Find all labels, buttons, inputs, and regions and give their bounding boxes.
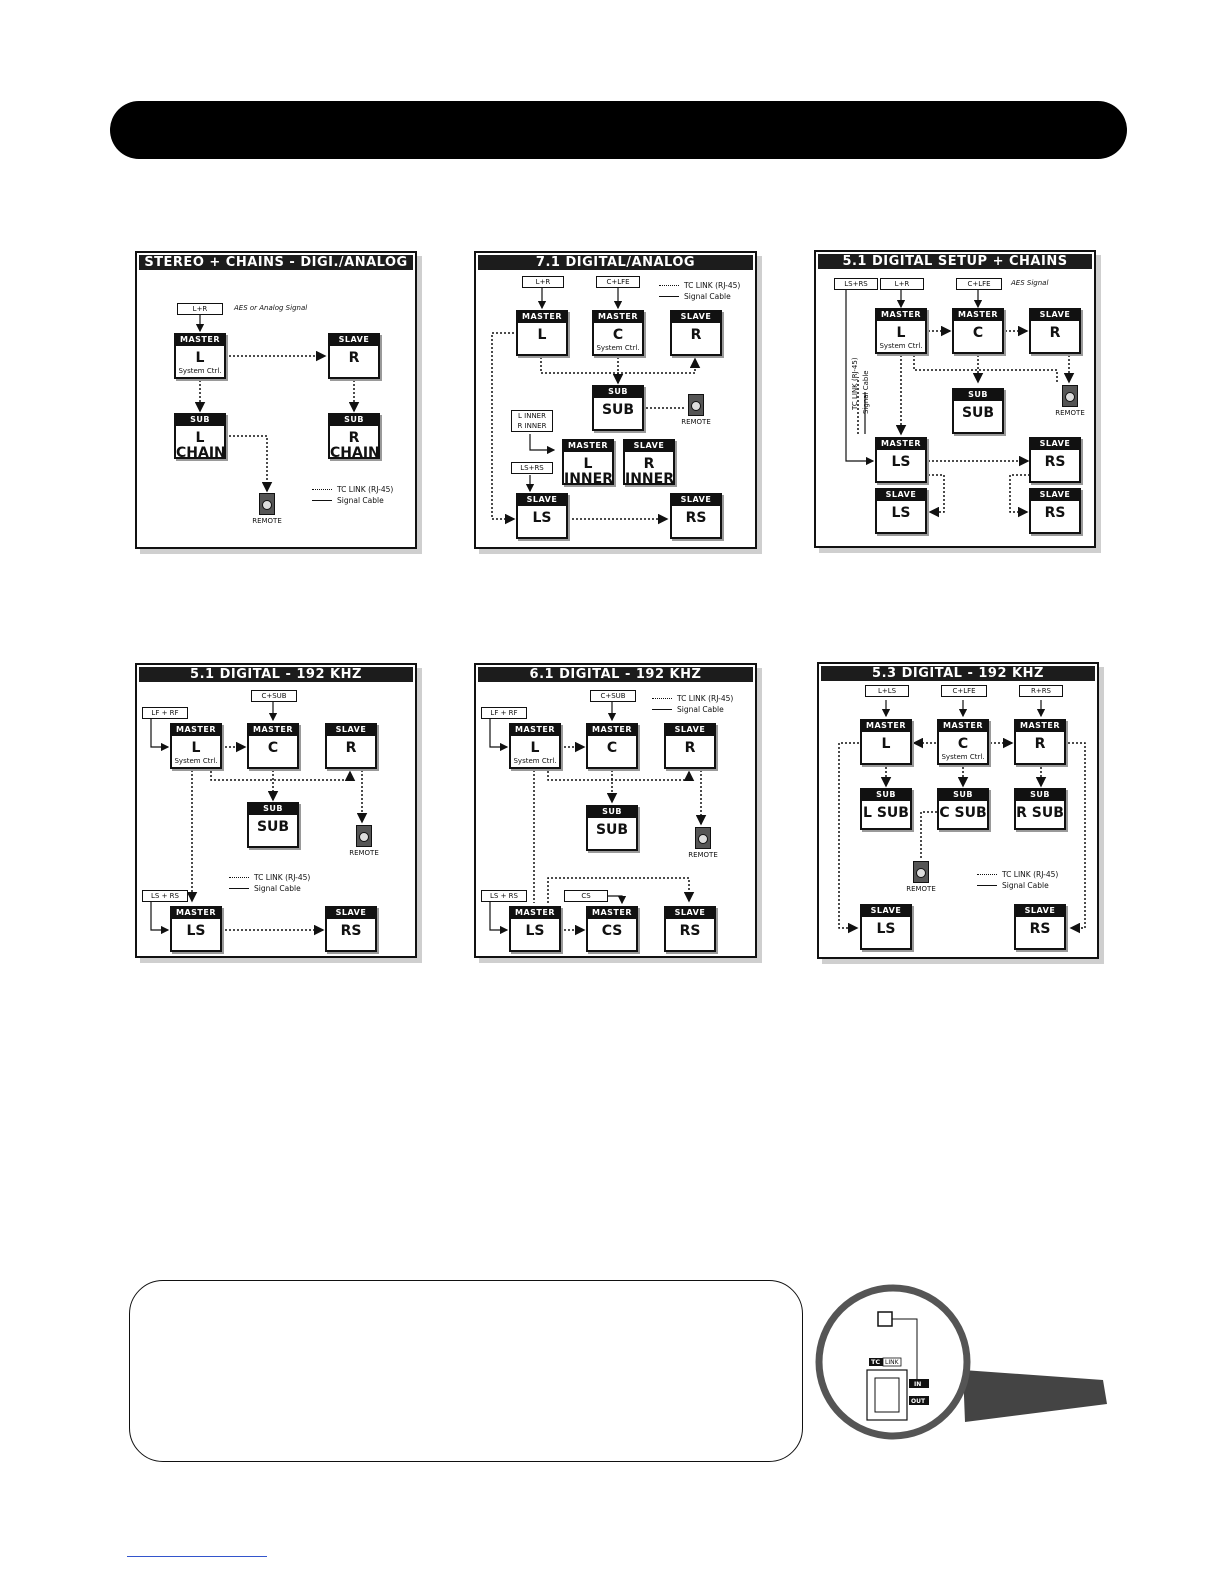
legend-signal-cable: Signal Cable [254, 884, 301, 893]
input-label: C+LFE [956, 278, 1002, 290]
role-badge: SLAVE [623, 439, 675, 452]
legend-tc-link: TC LINK (RJ-45) [1002, 870, 1059, 879]
unit-master-c [952, 308, 1004, 354]
footer-link-underline[interactable] [127, 1556, 267, 1557]
unit-name: L [881, 736, 891, 752]
legend [312, 484, 393, 506]
unit-name: R [690, 327, 702, 343]
role-badge: SUB [328, 413, 380, 426]
role-badge: SUB [860, 788, 912, 801]
role-badge: MASTER [586, 723, 638, 736]
unit-slave-rs [664, 906, 716, 952]
unit-sub-l-chain [174, 413, 226, 459]
role-badge: SUB [952, 388, 1004, 401]
magnifier-tc-label: TC [871, 1358, 881, 1366]
diagram-title: 5.1 DIGITAL SETUP + CHAINS [818, 254, 1092, 269]
role-badge: MASTER [875, 437, 927, 450]
remote-label: REMOTE [1055, 409, 1085, 417]
role-badge: SUB [1014, 788, 1066, 801]
unit-name: R [348, 350, 360, 366]
unit-master-ls [170, 906, 222, 952]
unit-master-l [170, 723, 222, 769]
input-label: C+LFE [941, 685, 987, 697]
input-label: L+R [522, 276, 564, 288]
unit-name: LS [891, 505, 911, 521]
unit-name: L INNER [564, 456, 613, 487]
unit-slave-rs-chain [1029, 488, 1081, 534]
unit-name: R [684, 740, 696, 756]
input-label: C+SUB [590, 690, 636, 702]
unit-name: R CHAIN [330, 430, 380, 461]
unit-name: L [191, 740, 201, 756]
input-label: L+R [177, 303, 223, 315]
unit-name: LS [525, 923, 545, 939]
role-badge: SLAVE [670, 310, 722, 323]
unit-name: C [957, 736, 969, 752]
role-badge: MASTER [952, 308, 1004, 321]
role-badge: SLAVE [664, 906, 716, 919]
remote-icon [244, 493, 290, 525]
unit-master-ls [875, 437, 927, 483]
legend [652, 693, 733, 715]
unit-master-c [937, 719, 989, 765]
remote-icon [898, 861, 944, 893]
role-badge: SLAVE [1029, 308, 1081, 321]
remote-icon [680, 827, 726, 859]
role-badge: MASTER [516, 310, 568, 323]
unit-master-cs [586, 906, 638, 952]
unit-slave-r [325, 723, 377, 769]
input-label: CS [564, 890, 608, 902]
role-badge: MASTER [509, 723, 561, 736]
role-badge: SUB [174, 413, 226, 426]
unit-name: L [537, 327, 547, 343]
magnifier-illustration [815, 1282, 1115, 1442]
system-ctrl-label: System Ctrl. [596, 344, 640, 352]
unit-name: L CHAIN [176, 430, 226, 461]
input-label: L+LS [865, 685, 909, 697]
remote-label: REMOTE [688, 851, 718, 859]
role-badge: SLAVE [664, 723, 716, 736]
unit-slave-r [328, 333, 380, 379]
unit-name: LS [891, 454, 911, 470]
legend-tc-link: TC LINK (RJ-45) [677, 694, 734, 703]
role-badge: SUB [937, 788, 989, 801]
unit-name: RS [1029, 921, 1051, 937]
remote-label: REMOTE [906, 885, 936, 893]
unit-name: LS [186, 923, 206, 939]
unit-master-l [509, 723, 561, 769]
unit-master-c [592, 310, 644, 356]
unit-master-r [1014, 719, 1066, 765]
unit-name: SUB [256, 819, 290, 835]
role-badge: SLAVE [325, 906, 377, 919]
unit-name: R SUB [1016, 805, 1064, 821]
unit-slave-r [1029, 308, 1081, 354]
role-badge: MASTER [247, 723, 299, 736]
input-label: LS + RS [481, 890, 527, 902]
section-header-bar [110, 101, 1127, 159]
role-badge: SLAVE [325, 723, 377, 736]
role-badge: SLAVE [1029, 488, 1081, 501]
remote-icon [673, 394, 719, 426]
unit-name: C [606, 740, 618, 756]
remote-label: REMOTE [349, 849, 379, 857]
unit-name: C [972, 325, 984, 341]
unit-sub [586, 805, 638, 851]
unit-name: CS [601, 923, 623, 939]
role-badge: SLAVE [328, 333, 380, 346]
input-label: R+RS [1019, 685, 1063, 697]
legend [977, 869, 1058, 891]
role-badge: MASTER [860, 719, 912, 732]
unit-name: RS [679, 923, 701, 939]
input-label: L INNER R INNER [511, 410, 553, 432]
unit-slave-rs [670, 493, 722, 539]
unit-name: RS [340, 923, 362, 939]
diagram-6-1-digital-192khz [474, 663, 757, 958]
unit-master-c [247, 723, 299, 769]
unit-name: L [530, 740, 540, 756]
diagram-title: 7.1 DIGITAL/ANALOG [478, 255, 753, 270]
unit-name: L SUB [863, 805, 909, 821]
remote-icon [341, 825, 387, 857]
input-label: L+R [880, 278, 924, 290]
legend-signal-cable: Signal Cable [677, 705, 724, 714]
magnifier-in-label: IN [914, 1381, 922, 1388]
signal-note: AES or Analog Signal [234, 304, 308, 312]
magnifier-link-label: LINK [885, 1359, 899, 1366]
legend [229, 872, 310, 894]
unit-name: L [195, 350, 205, 366]
role-badge: SLAVE [1014, 904, 1066, 917]
unit-sub-r-chain [328, 413, 380, 459]
unit-slave-rs [325, 906, 377, 952]
diagram-title: 5.1 DIGITAL - 192 KHZ [139, 667, 413, 682]
diagram-stereo-chains [135, 251, 417, 549]
unit-name: R [1034, 736, 1046, 752]
diagram-7-1-digital-analog [474, 251, 757, 549]
role-badge: SLAVE [875, 488, 927, 501]
unit-name: C SUB [939, 805, 987, 821]
unit-sub-r [1014, 788, 1066, 830]
legend-tc-link: TC LINK (RJ-45) [684, 281, 741, 290]
diagram-title: 5.3 DIGITAL - 192 KHZ [821, 666, 1095, 681]
diagram-5-3-digital-192khz [817, 662, 1099, 959]
remote-icon [1047, 385, 1093, 417]
system-ctrl-label: System Ctrl. [879, 342, 923, 350]
unit-name: RS [685, 510, 707, 526]
input-label: LS + RS [142, 890, 188, 902]
role-badge: SUB [247, 802, 299, 815]
unit-name: L [896, 325, 906, 341]
role-badge: SLAVE [1029, 437, 1081, 450]
diagram-title: STEREO + CHAINS - DIGI./ANALOG [139, 255, 413, 270]
unit-slave-rs [1029, 437, 1081, 483]
system-ctrl-label: System Ctrl. [941, 753, 985, 761]
signal-note: AES Signal [1011, 279, 1049, 287]
unit-name: R [345, 740, 357, 756]
unit-sub-c [937, 788, 989, 830]
role-badge: MASTER [170, 906, 222, 919]
unit-sub [247, 802, 299, 848]
unit-master-l [174, 333, 226, 379]
unit-sub [952, 388, 1004, 434]
input-label: C+LFE [596, 276, 640, 288]
unit-master-l [516, 310, 568, 356]
legend-signal-cable: Signal Cable [337, 496, 384, 505]
role-badge: MASTER [592, 310, 644, 323]
system-ctrl-label: System Ctrl. [174, 757, 218, 765]
role-badge: MASTER [562, 439, 614, 452]
unit-sub-l [860, 788, 912, 830]
diagram-5-1-digital-setup-chains [814, 250, 1096, 548]
remote-label: REMOTE [681, 418, 711, 426]
diagram-5-1-digital-192khz [135, 663, 417, 958]
unit-name: LS [532, 510, 552, 526]
input-label: LF + RF [481, 707, 527, 719]
unit-slave-rs [1014, 904, 1066, 950]
input-label: C+SUB [251, 690, 297, 702]
role-badge: SLAVE [860, 904, 912, 917]
role-badge: MASTER [170, 723, 222, 736]
unit-sub [592, 385, 644, 431]
magnifier-graphic [815, 1282, 1115, 1442]
unit-master-ls [509, 906, 561, 952]
unit-master-l-inner [562, 439, 614, 485]
role-badge: MASTER [509, 906, 561, 919]
unit-master-l [860, 719, 912, 765]
diagram-title: 6.1 DIGITAL - 192 KHZ [478, 667, 753, 682]
unit-slave-r [664, 723, 716, 769]
remote-label: REMOTE [252, 517, 282, 525]
role-badge: SLAVE [516, 493, 568, 506]
unit-name: LS [876, 921, 896, 937]
unit-name: R INNER [625, 456, 674, 487]
info-box [129, 1280, 803, 1462]
unit-name: RS [1044, 454, 1066, 470]
unit-name: SUB [961, 405, 995, 421]
role-badge: MASTER [937, 719, 989, 732]
system-ctrl-label: System Ctrl. [178, 367, 222, 375]
system-ctrl-label: System Ctrl. [513, 757, 557, 765]
vertical-legend-signal-cable: Signal Cable [862, 370, 870, 414]
unit-slave-r-inner [623, 439, 675, 485]
unit-slave-ls-chain [875, 488, 927, 534]
magnifier-out-label: OUT [911, 1398, 926, 1405]
unit-name: SUB [595, 822, 629, 838]
unit-slave-r [670, 310, 722, 356]
unit-slave-ls [516, 493, 568, 539]
unit-master-c [586, 723, 638, 769]
input-label: LS+RS [834, 278, 878, 290]
input-label: LS+RS [511, 462, 553, 474]
unit-name: SUB [601, 402, 635, 418]
role-badge: SUB [592, 385, 644, 398]
vertical-legend-tc-link: TC LINK (RJ-45) [851, 357, 859, 410]
legend [659, 280, 740, 302]
legend-signal-cable: Signal Cable [684, 292, 731, 301]
legend-signal-cable: Signal Cable [1002, 881, 1049, 890]
unit-name: C [612, 327, 624, 343]
role-badge: MASTER [1014, 719, 1066, 732]
role-badge: MASTER [174, 333, 226, 346]
legend-tc-link: TC LINK (RJ-45) [254, 873, 311, 882]
input-label: LF + RF [142, 707, 188, 719]
unit-slave-ls [860, 904, 912, 950]
role-badge: SUB [586, 805, 638, 818]
role-badge: MASTER [875, 308, 927, 321]
unit-name: C [267, 740, 279, 756]
unit-name: RS [1044, 505, 1066, 521]
unit-master-l [875, 308, 927, 354]
unit-name: R [1049, 325, 1061, 341]
role-badge: MASTER [586, 906, 638, 919]
legend-tc-link: TC LINK (RJ-45) [337, 485, 394, 494]
role-badge: SLAVE [670, 493, 722, 506]
